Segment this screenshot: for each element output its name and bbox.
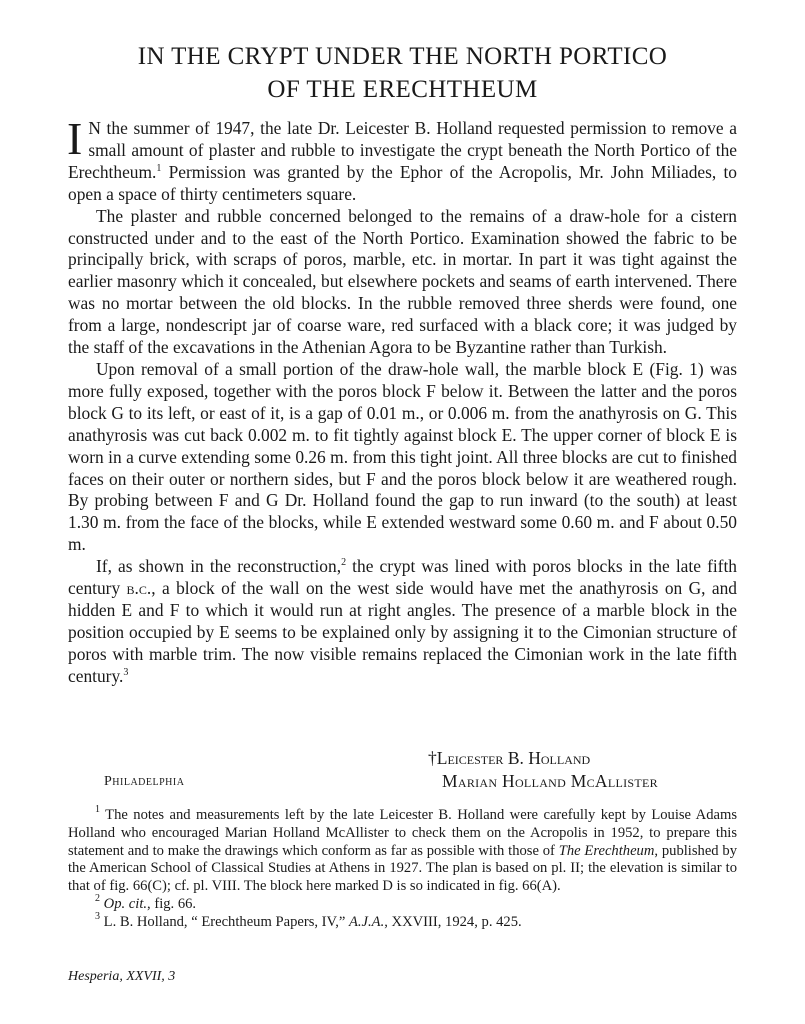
footnote-3 — [68, 910, 737, 932]
footnote-1-italic: The Erechtheum — [558, 842, 655, 859]
journal-footer: Hesperia, XXVII, 3 — [68, 969, 176, 984]
footnote-2-italic: Op. cit. — [100, 895, 148, 912]
drop-cap: I — [67, 113, 83, 164]
paragraph-3: Upon removal of a small portion of the draw-hole wall, the marble block E (Fig. 1) was more fully exposed, together with the poros block F below it. Between the latter and the poros block G to its left, or east of it, is a gap of 0.01 m., or 0.006 m. from the anathyrosis on G. This anathyrosis was cut back 0.002 m. to fit tightly against block E. The upper corner of block E is worn in a curve extending some 0.26 m. from this tight joint. All three blocks are cut to finished faces on their outer or northern sides, but F and the poros block below it are weathered rough. By probing between F and G Dr. Holland found the gap to run inward (to the south) at least 1.30 m. from the face of the blocks, while E extended westward some 0.60 m. and F about 0.50 m. — [68, 358, 737, 555]
footnote-2-text-b: , fig. 66. — [147, 895, 197, 912]
title-line-1: IN THE CRYPT UNDER THE NORTH PORTICO — [137, 43, 668, 70]
author-name-1: †Leicester B. Holland — [428, 748, 591, 768]
bc-abbrev: b.c. — [126, 578, 152, 599]
author-name-2: Marian Holland McAllister — [442, 771, 658, 791]
author-location: Philadelphia — [104, 774, 185, 789]
paragraph-2: The plaster and rubble concerned belonged to the remains of a draw-hole for a cistern constructed under and to the east of the North Portico. Examination showed the fabric to be principally brick, with scraps of poros, marble, etc. in mortar. In part it was tight against the earlier masonry which it concealed, but elsewhere pockets and seams of earth intervened. There was no mortar between the old blocks. In the rubble removed three sherds were found, one from a large, nondescript jar of coarse ware, red surfaced with a black core; it was judged by the staff of the excavations in the Athenian Agora to be Byzantine rather than Turkish. — [68, 205, 737, 358]
footnote-1-number: 1 — [95, 804, 100, 815]
footnote-1-text-b: , published by the American School of Classical Studies at Athens in 1927. The plan is based on pl. II; the elevation is similar to that of fig. 66(C); cf. pl. VIII. The block here marked D is so indicated in fig. 66(A). — [68, 842, 737, 895]
footnote-3-text-b: , XXVIII, 1924, p. 425. — [384, 913, 522, 930]
footnote-ref-2: 2 — [341, 557, 347, 569]
article-body — [67, 113, 738, 688]
title-line-2: OF THE ERECHTHEUM — [267, 76, 538, 103]
paragraph-4-text-a: If, as shown in the reconstruction, — [96, 556, 342, 577]
footnote-ref-1: 1 — [156, 162, 162, 174]
paragraph-4 — [68, 556, 737, 687]
footnote-3-number: 3 — [95, 910, 100, 922]
paragraph-4-text-b: the crypt was lined with poros blocks in the late fifth century — [68, 556, 738, 599]
paragraph-1-text-a: N the summer of 1947, the late Dr. Leicester B. Holland requested permission to remove a small amount of plaster and rubble to investigate the crypt beneath the North Portico of the Erechtheum. — [68, 118, 737, 182]
paragraph-4-text-c: , a block of the wall on the west side would have met the anathyrosis on G, and hidden E and F to which it would run at right angles. The presence of a marble block in the position occupied by E seems to be explained only by assigning it to the Cimonian structure of poros with marble trim. The now visible remains replaced the Cimonian work in the late fifth century. — [68, 578, 738, 686]
footnote-1-text-a: The notes and measurements left by the late Leicester B. Holland were carefully kept by Louise Adams Holland who encouraged Marian Holland McAllister to check them on the Acropolis in 1952, to prepare this statement and to make the drawings which conform as far as possible with those of — [68, 807, 737, 859]
footnotes — [68, 804, 737, 932]
paragraph-1-text-b: Permission was granted by the Ephor of the Acropolis, Mr. John Miliades, to open a space of thirty centimeters square. — [68, 161, 737, 204]
footnote-3-italic: A.J.A. — [348, 913, 385, 930]
footnote-ref-3: 3 — [123, 666, 129, 678]
footnote-2-number: 2 — [95, 892, 100, 904]
footnote-1 — [68, 804, 737, 896]
paragraph-1 — [67, 113, 737, 206]
footnote-2 — [68, 892, 737, 914]
footnote-3-text-a: L. B. Holland, “ Erechtheum Papers, IV,” — [100, 913, 349, 930]
article-title — [0, 40, 805, 106]
